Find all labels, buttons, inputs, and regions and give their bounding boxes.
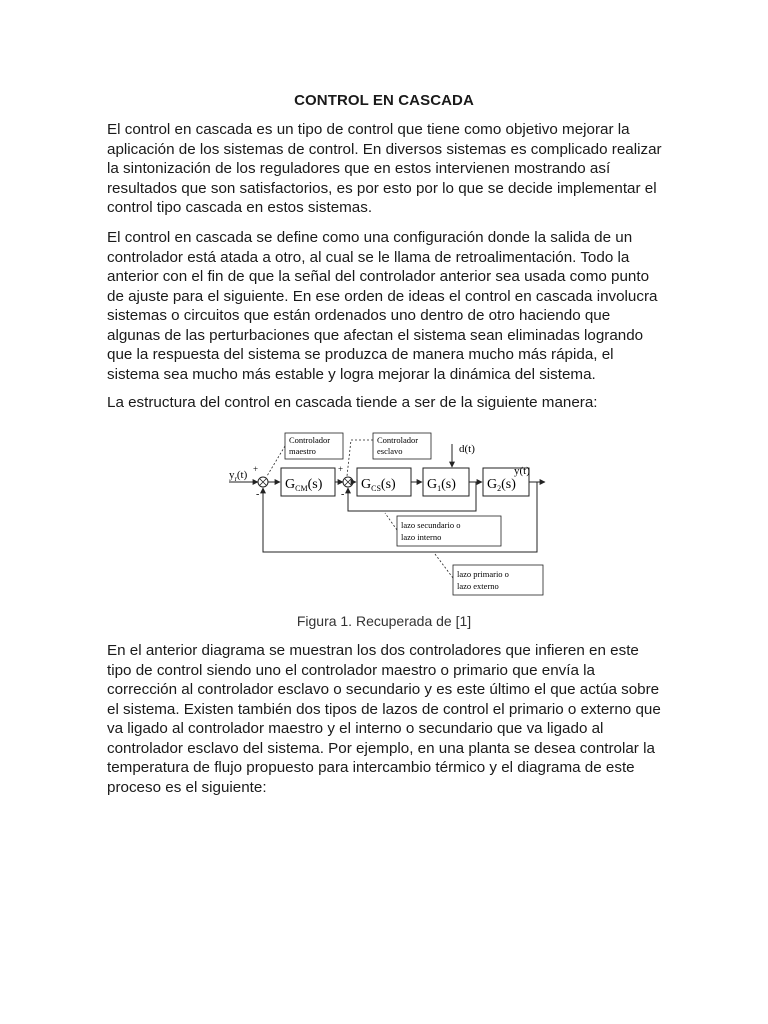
output-label: y(t) (514, 465, 530, 477)
svg-text:GCS(s): $G_{CS}(s)$ (361, 477, 396, 493)
svg-text:Controlador: Controlador (289, 435, 331, 445)
disturbance-label: d(t) (459, 443, 475, 455)
svg-text:lazo secundario o: lazo secundario o (401, 520, 461, 530)
svg-text:G2(s): $G_2(s)$ (487, 477, 516, 493)
paragraph-intro: El control en cascada es un tipo de control que tiene como objetivo mejorar la aplicación de los sistemas de control. En diversos sistemas es complicado realizar la sintonización de los reguladores que en estos intervienen mostrando así resultados que son satisfactorios, es por esto por lo que se decide implementar el control tipo cascada en estos sistemas. (107, 121, 662, 216)
sum2-minus: - (341, 489, 345, 500)
paragraph-explanation: En el anterior diagrama se muestran los dos controladores que infieren en este tipo de control siendo uno el controlador maestro o primario que envía la corrección al controlador esclavo o secundario y es este último el que actúa sobre el sistema. Existen también dos tipos de lazos de control el primario o externo que va ligado al controlador maestro y el interno o secundario que va ligado al controlador esclavo del sistema. Por ejemplo, en una planta se desea controlar la temperatura de flujo propuesto para intercambio térmico y el diagrama de este proceso es el siguiente: (107, 642, 661, 796)
paragraph-definition: El control en cascada se define como una configuración donde la salida de un controlador está atada a otro, al cual se le llama de retroalimentación. Todo la anterior con el fin de que la señal del controlador anterior sea usada como punto de ajuste para el siguiente. En ese orden de ideas el control en cascada involucra sistemas o circuitos que están ordenados uno dentro de otro haciendo que algunas de las perturbaciones que afectan el sistema sean eliminadas logrando que la respuesta del sistema se produzca de manera mucho más rápida, el sistema sea mucho más estable y logra mejorar la dinámica del sistema. (107, 229, 658, 383)
svg-text:maestro: maestro (289, 446, 316, 456)
cascade-control-diagram (223, 420, 547, 602)
svg-text:GCM(s): $G_{CM}(s)$ (285, 477, 323, 493)
svg-text:G1(s): $G_1(s)$ (427, 477, 456, 493)
sum1-minus: - (256, 489, 260, 500)
svg-text:lazo externo: lazo externo (457, 581, 499, 591)
figure-caption: Figura 1. Recuperada de [1] (296, 613, 472, 629)
paragraph-structure: La estructura del control en cascada tiende a ser de la siguiente manera: (107, 394, 598, 411)
svg-text:lazo primario o: lazo primario o (457, 569, 509, 579)
svg-text:Controlador: Controlador (377, 435, 419, 445)
svg-text:lazo interno: lazo interno (401, 532, 442, 542)
sum1-plus: + (253, 464, 259, 474)
sum2-plus: + (338, 464, 344, 474)
svg-text:esclavo: esclavo (377, 446, 403, 456)
document-title: CONTROL EN CASCADA (294, 92, 474, 109)
input-label: $y_r(t)$ (229, 469, 248, 483)
